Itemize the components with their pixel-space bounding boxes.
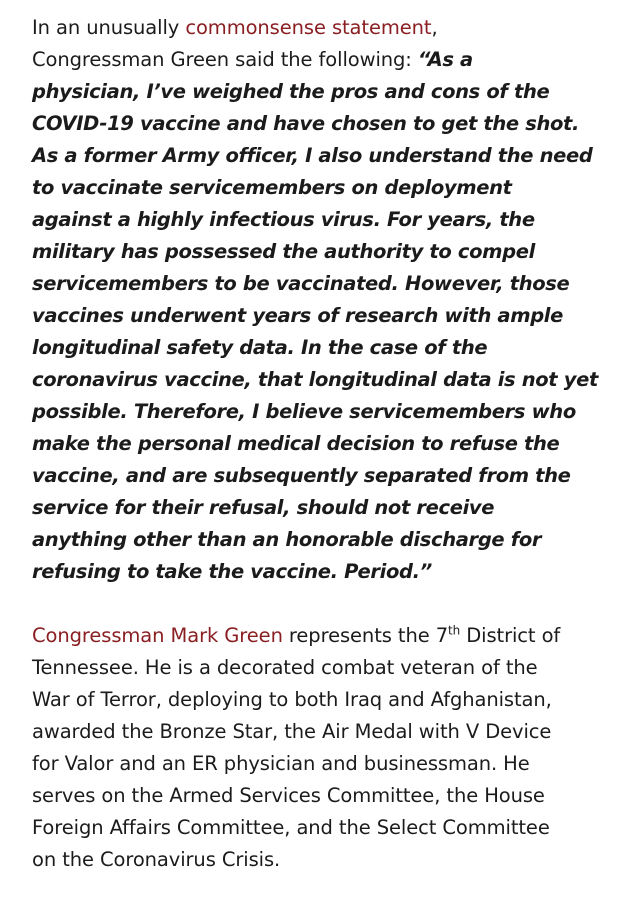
bio-line: Foreign Affairs Committee, and the Select Committee	[32, 816, 550, 839]
quote-line: vaccine, and are subsequently separated from the	[32, 464, 571, 487]
bio-line-1	[32, 620, 622, 652]
quote-line: against a highly infectious virus. For years, the	[32, 208, 535, 231]
bio-line: Tennessee. He is a decorated combat veteran of the	[32, 656, 538, 679]
article-body	[32, 12, 622, 876]
quote-line: COVID-19 vaccine and have chosen to get the shot.	[32, 112, 580, 135]
quote-line: servicemembers to be vaccinated. However, those	[32, 272, 570, 295]
bio-line: War of Terror, deploying to both Iraq and Afghanistan,	[32, 688, 552, 711]
quote-line: anything other than an honorable discharge for	[32, 528, 542, 551]
statement-intro: In an unusually	[32, 16, 186, 39]
quote-line: make the personal medical decision to refuse the	[32, 432, 560, 455]
statement-line-1	[32, 12, 622, 44]
statement-line-2	[32, 44, 622, 76]
bio-line: awarded the Bronze Star, the Air Medal with V Device	[32, 720, 552, 743]
quote-line: military has possessed the authority to compel	[32, 240, 535, 263]
quote-line: longitudinal safety data. In the case of the	[32, 336, 488, 359]
bio-district-end: District of	[460, 624, 561, 647]
quote-line: vaccines underwent years of research with ample	[32, 304, 564, 327]
statement-intro-comma: ,	[431, 16, 438, 39]
quote-line: to vaccinate servicemembers on deployment	[32, 176, 512, 199]
bio-paragraph	[32, 620, 622, 876]
bio-line: serves on the Armed Services Committee, the House	[32, 784, 545, 807]
statement-paragraph	[32, 12, 622, 588]
bio-district-text: represents the 7	[282, 624, 449, 647]
quote-line: coronavirus vaccine, that longitudinal data is not yet	[32, 368, 598, 391]
quote-line: refusing to take the vaccine. Period.”	[32, 560, 432, 583]
paragraph-spacer	[32, 588, 622, 620]
quote-line: physician, I’ve weighed the pros and cons of the	[32, 80, 550, 103]
congressman-mark-green-link[interactable]: Congressman Mark Green	[32, 624, 283, 647]
quote-line: “As a	[417, 48, 473, 71]
quote-line: As a former Army officer, I also understand the need	[32, 144, 593, 167]
quote-line: possible. Therefore, I believe servicemembers who	[32, 400, 576, 423]
bio-line: on the Coronavirus Crisis.	[32, 848, 281, 871]
commonsense-statement-link[interactable]: commonsense statement	[185, 16, 432, 39]
quote-line: service for their refusal, should not receive	[32, 496, 495, 519]
statement-speaker: Congressman Green said the following:	[32, 48, 418, 71]
ordinal-suffix: th	[448, 623, 461, 638]
bio-line: for Valor and an ER physician and businessman. He	[32, 752, 530, 775]
